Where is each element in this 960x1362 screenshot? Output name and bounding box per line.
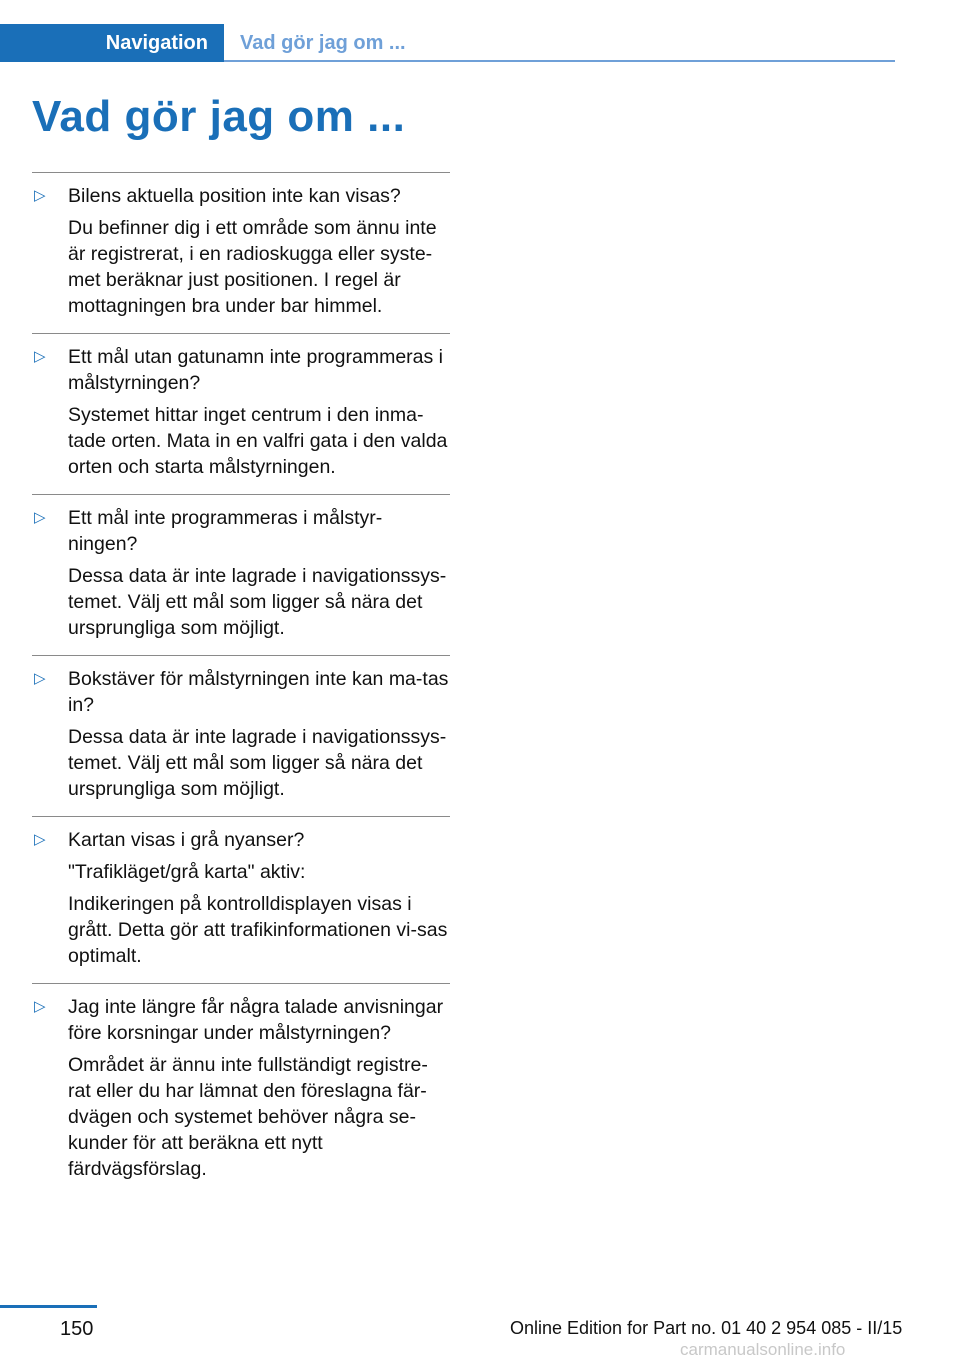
triangle-right-outline-icon: ▷ — [34, 831, 46, 848]
tab-navigation-label: Navigation — [105, 31, 208, 54]
faq-item — [32, 655, 450, 816]
faq-answer: Du befinner dig i ett område som ännu inte är registrerat, i en radioskugga eller syste‐met beräknar just positionen. I regel är mottagningen bra under bar himmel. — [68, 217, 437, 317]
faq-list — [32, 172, 450, 1196]
triangle-right-outline-icon: ▷ — [34, 509, 46, 526]
edition-note: Online Edition for Part no. 01 40 2 954 085 - II/15 — [510, 1318, 903, 1338]
faq-question: Bilens aktuella position inte kan visas? — [68, 185, 401, 207]
faq-item — [32, 494, 450, 655]
triangle-right-outline-icon: ▷ — [34, 187, 46, 204]
faq-question: Ett mål inte programmeras i målstyr‐ningen? — [68, 507, 383, 555]
tab-current-page[interactable] — [240, 24, 406, 62]
faq-item — [32, 333, 450, 494]
footer-divider — [0, 1305, 97, 1308]
faq-answer: Området är ännu inte fullständigt registre‐rat eller du har lämnat den föreslagna fär‐dvägen och systemet behöver några se‐kunder för att beräkna ett nytt färdvägsförslag. — [68, 1054, 428, 1180]
watermark: carmanualsonline.info — [680, 1340, 846, 1359]
faq-question: Kartan visas i grå nyanser? — [68, 829, 305, 851]
faq-answer: Dessa data är inte lagrade i navigationssys‐temet. Välj ett mål som ligger så nära det ursprungliga som möjligt. — [68, 726, 447, 800]
faq-answer: Dessa data är inte lagrade i navigationssys‐temet. Välj ett mål som ligger så nära det ursprungliga som möjligt. — [68, 565, 447, 639]
tab-current-page-label: Vad gör jag om ... — [240, 31, 406, 54]
faq-question: Ett mål utan gatunamn inte programmeras i målstyrningen? — [68, 346, 444, 394]
triangle-right-outline-icon: ▷ — [34, 670, 46, 687]
faq-question: Jag inte längre får några talade anvisningar före korsningar under målstyrningen? — [68, 996, 444, 1044]
faq-answer: "Trafikläget/grå karta" aktiv: — [68, 861, 306, 883]
page-title: Vad gör jag om ... — [32, 92, 406, 141]
faq-answer: Systemet hittar inget centrum i den inma‐tade orten. Mata in en valfri gata i den valda orten och starta målstyrningen. — [68, 404, 448, 478]
header-bar — [0, 0, 895, 62]
header-divider — [224, 60, 895, 62]
tab-navigation[interactable] — [0, 24, 224, 62]
triangle-right-outline-icon: ▷ — [34, 348, 46, 365]
triangle-right-outline-icon: ▷ — [34, 998, 46, 1015]
faq-item — [32, 983, 450, 1196]
faq-question: Bokstäver för målstyrningen inte kan ma‐tas in? — [68, 668, 449, 716]
page-number: 150 — [60, 1318, 94, 1340]
faq-item — [32, 172, 450, 333]
faq-item — [32, 816, 450, 983]
faq-answer: Indikeringen på kontrolldisplayen visas i grått. Detta gör att trafikinformationen vi‐sas optimalt. — [68, 893, 448, 967]
